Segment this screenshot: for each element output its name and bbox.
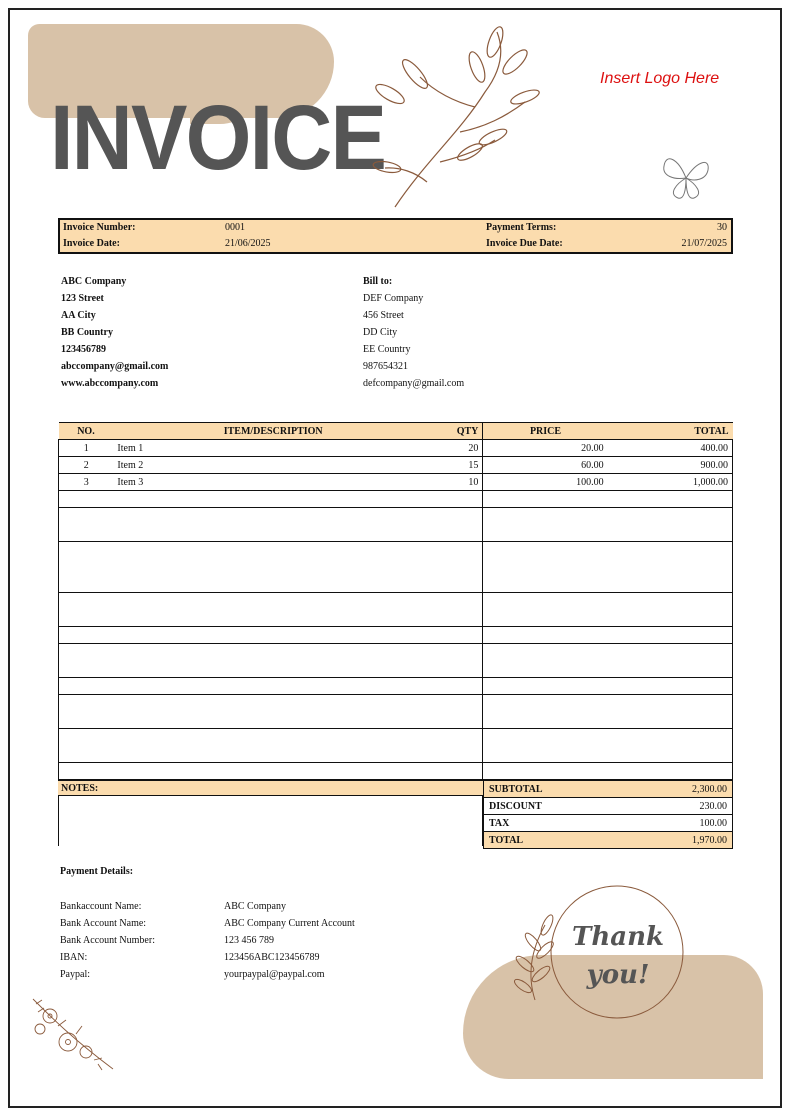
discount-label: DISCOUNT: [484, 798, 630, 815]
bill-to-label: Bill to:: [363, 276, 393, 287]
table-row[interactable]: [59, 440, 733, 457]
total-value: 1,970.00: [629, 832, 732, 849]
payment-label: Bank Account Number:: [60, 935, 155, 946]
items-header-row: [59, 423, 733, 440]
empty-row[interactable]: [59, 491, 733, 508]
row-price: 60.00: [483, 457, 608, 474]
row-no: 3: [59, 474, 114, 491]
seller-website: www.abccompany.com: [61, 378, 159, 389]
payment-value[interactable]: 123 456 789: [224, 935, 274, 946]
bill-to-city: DD City: [363, 327, 398, 338]
empty-row[interactable]: [59, 695, 733, 729]
empty-row[interactable]: [59, 627, 733, 644]
seller-city: AA City: [61, 310, 96, 321]
row-total: 900.00: [608, 457, 733, 474]
subtotal-row: [484, 781, 733, 798]
seller-country: BB Country: [61, 327, 113, 338]
row-desc: Item 2: [113, 457, 433, 474]
payment-label: IBAN:: [60, 952, 88, 963]
tax-row: [484, 815, 733, 832]
thank-you-line2: you!: [586, 960, 650, 990]
row-no: 2: [59, 457, 114, 474]
seller-email: abccompany@gmail.com: [61, 361, 169, 372]
butterfly-icon: [658, 148, 714, 204]
row-price: 100.00: [483, 474, 608, 491]
row-desc: Item 1: [113, 440, 433, 457]
payment-value[interactable]: ABC Company: [224, 901, 286, 912]
row-qty: 10: [433, 474, 483, 491]
leaf-branch-icon: [365, 22, 540, 212]
seller-name: ABC Company: [61, 276, 127, 287]
seller-address: [61, 273, 168, 392]
row-price: 20.00: [483, 440, 608, 457]
seller-street: 123 Street: [61, 293, 104, 304]
row-total: 400.00: [608, 440, 733, 457]
due-date-label: Invoice Due Date:: [486, 238, 563, 249]
row-qty: 20: [433, 440, 483, 457]
invoice-number-label: Invoice Number:: [63, 222, 136, 233]
invoice-number-value[interactable]: 0001: [225, 222, 245, 233]
items-table: [58, 422, 733, 780]
bill-to-street: 456 Street: [363, 310, 404, 321]
payment-value[interactable]: yourpaypal@paypal.com: [224, 969, 325, 980]
payment-labels: [60, 898, 155, 983]
thank-you-line1: Thank: [571, 922, 664, 952]
payment-label: Bank Account Name:: [60, 918, 147, 929]
empty-row[interactable]: [59, 593, 733, 627]
empty-row[interactable]: [59, 508, 733, 542]
payment-label: Bankaccount Name:: [60, 901, 142, 912]
col-price-header: PRICE: [483, 423, 608, 440]
payment-label: Paypal:: [60, 969, 90, 980]
discount-row: [484, 798, 733, 815]
empty-row[interactable]: [59, 729, 733, 763]
discount-value[interactable]: 230.00: [629, 798, 732, 815]
payment-details-heading: Payment Details:: [60, 866, 134, 877]
col-no-header: NO.: [59, 423, 114, 440]
payment-value[interactable]: ABC Company Current Account: [224, 918, 355, 929]
invoice-title: INVOICE: [50, 87, 386, 189]
empty-row[interactable]: [59, 763, 733, 780]
invoice-date-label: Invoice Date:: [63, 238, 120, 249]
table-row[interactable]: [59, 474, 733, 491]
col-desc-header: ITEM/DESCRIPTION: [113, 423, 433, 440]
invoice-date-value[interactable]: 21/06/2025: [225, 238, 271, 249]
total-row: [484, 832, 733, 849]
row-total: 1,000.00: [608, 474, 733, 491]
notes-label: NOTES:: [58, 780, 483, 796]
subtotal-label: SUBTOTAL: [484, 781, 630, 798]
thank-you-text: [548, 918, 688, 994]
seller-phone: 123456789: [61, 344, 106, 355]
bill-to-country: EE Country: [363, 344, 411, 355]
bill-to-address: [363, 273, 464, 392]
due-date-value[interactable]: 21/07/2025: [681, 238, 727, 249]
table-row[interactable]: [59, 457, 733, 474]
col-total-header: TOTAL: [608, 423, 733, 440]
invoice-info-bar: [58, 218, 733, 254]
empty-row[interactable]: [59, 542, 733, 593]
col-qty-header: QTY: [433, 423, 483, 440]
bill-to-email: defcompany@gmail.com: [363, 378, 465, 389]
payment-terms-label: Payment Terms:: [486, 222, 557, 233]
total-label: TOTAL: [484, 832, 630, 849]
tax-label: TAX: [484, 815, 630, 832]
logo-placeholder[interactable]: Insert Logo Here: [600, 70, 720, 87]
payment-value[interactable]: 123456ABC123456789: [224, 952, 320, 963]
subtotal-value: 2,300.00: [629, 781, 732, 798]
flower-sprig-icon: [28, 994, 118, 1074]
payment-terms-value[interactable]: 30: [717, 222, 727, 233]
row-no: 1: [59, 440, 114, 457]
bill-to-phone: 987654321: [363, 361, 408, 372]
totals-table: [483, 780, 733, 849]
row-qty: 15: [433, 457, 483, 474]
tax-value[interactable]: 100.00: [629, 815, 732, 832]
row-desc: Item 3: [113, 474, 433, 491]
bill-to-name: DEF Company: [363, 293, 424, 304]
empty-row[interactable]: [59, 644, 733, 678]
empty-row[interactable]: [59, 678, 733, 695]
notes-field[interactable]: [58, 796, 483, 846]
payment-values: [224, 898, 355, 983]
